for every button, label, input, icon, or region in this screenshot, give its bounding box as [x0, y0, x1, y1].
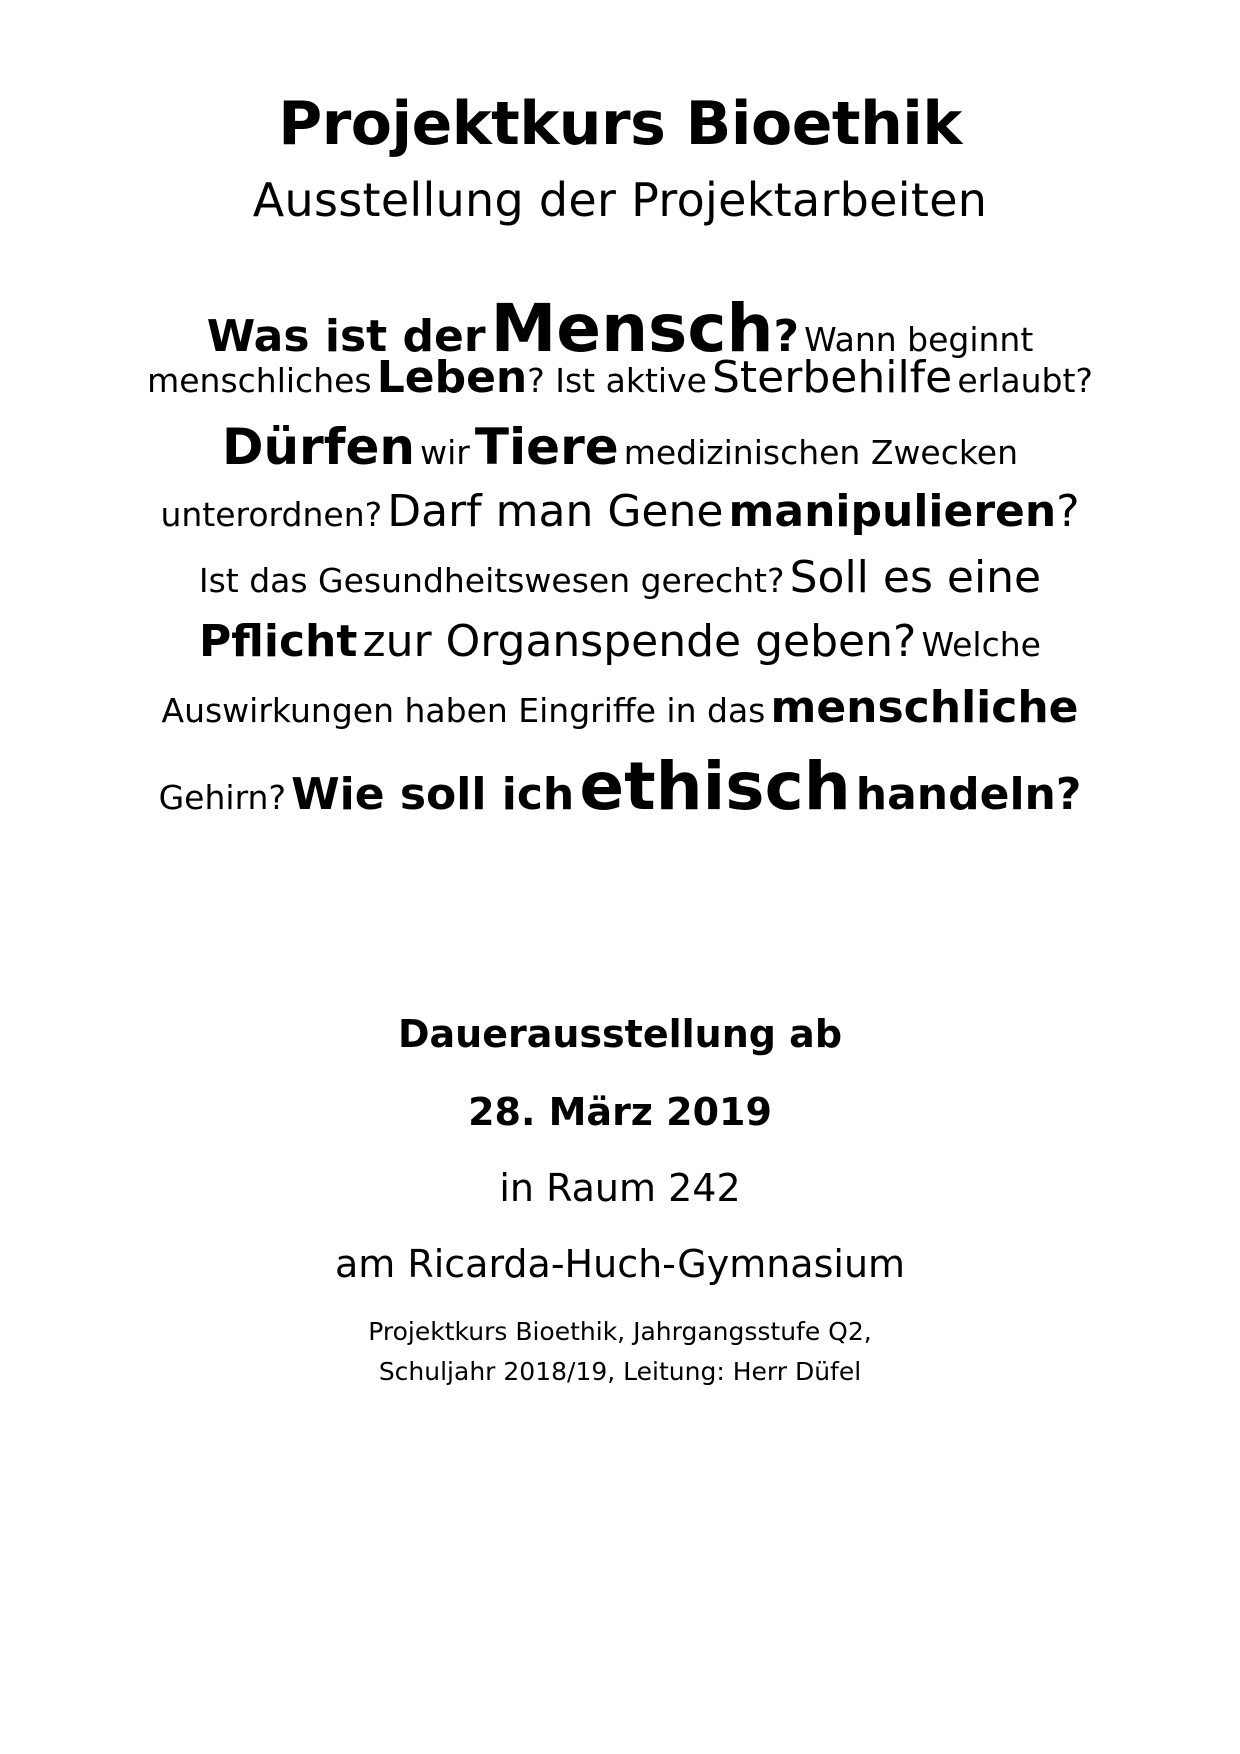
cloud-line-3	[80, 418, 1160, 476]
cloud-text: medizinischen Zwecken	[623, 433, 1019, 472]
cloud-text: erlaubt?	[957, 361, 1093, 400]
cloud-text: menschliche	[770, 682, 1079, 733]
cloud-text: Gehirn?	[158, 778, 286, 817]
cloud-text: ?	[1056, 486, 1080, 537]
cloud-line-7	[80, 682, 1160, 733]
credit-line-1: Projektkurs Bioethik, Jahrgangsstufe Q2,	[368, 1317, 872, 1346]
cloud-text: zur Organspende geben?	[362, 616, 917, 667]
cloud-text: ?	[773, 311, 799, 362]
cloud-text: Auswirkungen haben Eingriffe in das	[161, 691, 766, 730]
cloud-text: Welche	[921, 625, 1041, 664]
cloud-text: Wann beginnt	[804, 320, 1034, 359]
exhibition-room: in Raum 242	[499, 1166, 741, 1210]
cloud-line-4	[80, 486, 1160, 537]
cloud-text: Tiere	[474, 418, 619, 476]
cloud-text: ? Ist aktive	[527, 361, 707, 400]
poster-title: Projektkurs Bioethik	[278, 89, 962, 159]
cloud-line-8	[80, 748, 1160, 825]
cloud-text: ethisch	[579, 748, 851, 825]
cloud-line-6	[80, 616, 1160, 667]
cloud-line-5	[80, 552, 1160, 603]
cloud-text: menschliches	[147, 361, 372, 400]
cloud-text: handeln?	[855, 769, 1082, 820]
cloud-text: Darf man Gene	[387, 486, 724, 537]
cloud-text: Dürfen	[221, 418, 415, 476]
cloud-text: Sterbehilfe	[711, 352, 953, 403]
cloud-text: unterordnen?	[160, 495, 383, 534]
cloud-text: Pflicht	[199, 616, 358, 667]
credit-line-2: Schuljahr 2018/19, Leitung: Herr Düfel	[378, 1357, 862, 1386]
cloud-text: Leben	[376, 352, 528, 403]
cloud-text: Ist das Gesundheitswesen gerecht?	[198, 561, 785, 600]
cloud-text: wir	[420, 433, 470, 472]
cloud-text: manipulieren	[728, 486, 1057, 537]
cloud-text: Soll es eine	[789, 552, 1042, 603]
cloud-text: Was ist der	[206, 311, 486, 362]
poster-subtitle: Ausstellung der Projektarbeiten	[252, 173, 988, 227]
cloud-text: Wie soll ich	[291, 769, 575, 820]
cloud-text: Mensch	[490, 290, 774, 367]
exhibition-date: 28. März 2019	[468, 1090, 772, 1134]
exhibition-label: Dauerausstellung ab	[397, 1012, 843, 1056]
exhibition-school: am Ricarda-Huch-Gymnasium	[334, 1242, 906, 1286]
cloud-line-2	[80, 352, 1160, 403]
